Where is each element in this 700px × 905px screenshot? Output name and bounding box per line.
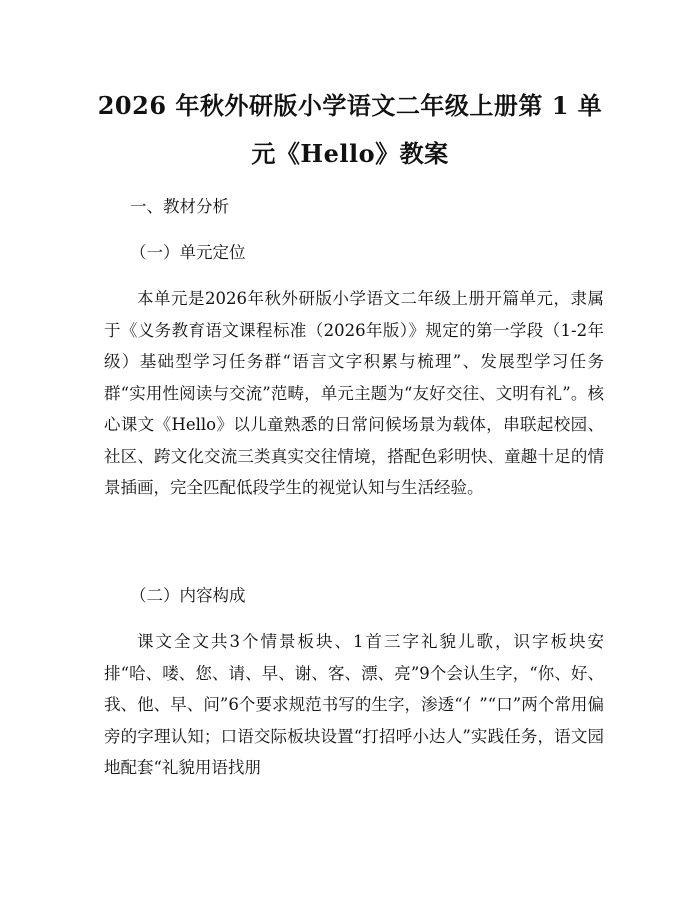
subsection-heading-content-composition: （二）内容构成 (130, 586, 246, 605)
subsection-heading-unit-positioning: （一）单元定位 (130, 243, 246, 262)
document-title-line-2: 元《Hello》教案 (251, 139, 449, 168)
paragraph-content-composition: 课文全文共3个情景板块、1首三字礼貌儿歌，识字板块安排“哈、喽、您、请、早、谢、客、漂、亮”9个会认生字，“你、好、我、他、早、问”6个要求规范书写的生字，渗透“亻”“口”两个常用偏旁的字理认知；口语交际板块设置“打招呼小达人”实践任务，语文园地配套“礼貌用语找朋 (104, 632, 604, 777)
section-heading-textbook-analysis: 一、教材分析 (130, 197, 229, 216)
paragraph-unit-positioning: 本单元是2026年秋外研版小学语文二年级上册开篇单元，隶属于《义务教育语文课程标准（2026年版）》规定的第一学段（1-2年级）基础型学习任务群“语言文字积累与梳理”、发展型学习任务群“实用性阅读与交流”范畴，单元主题为“友好交往、文明有礼”。核心课文《Hello》以儿童熟悉的日常问候场景为载体，串联起校园、社区、跨文化交流三类真实交往情境，搭配色彩明快、童趣十足的情景插画，完全匹配低段学生的视觉认知与生活经验。 (104, 289, 604, 497)
document-title-line-1: 2026 年秋外研版小学语文二年级上册第 1 单 (97, 91, 603, 120)
